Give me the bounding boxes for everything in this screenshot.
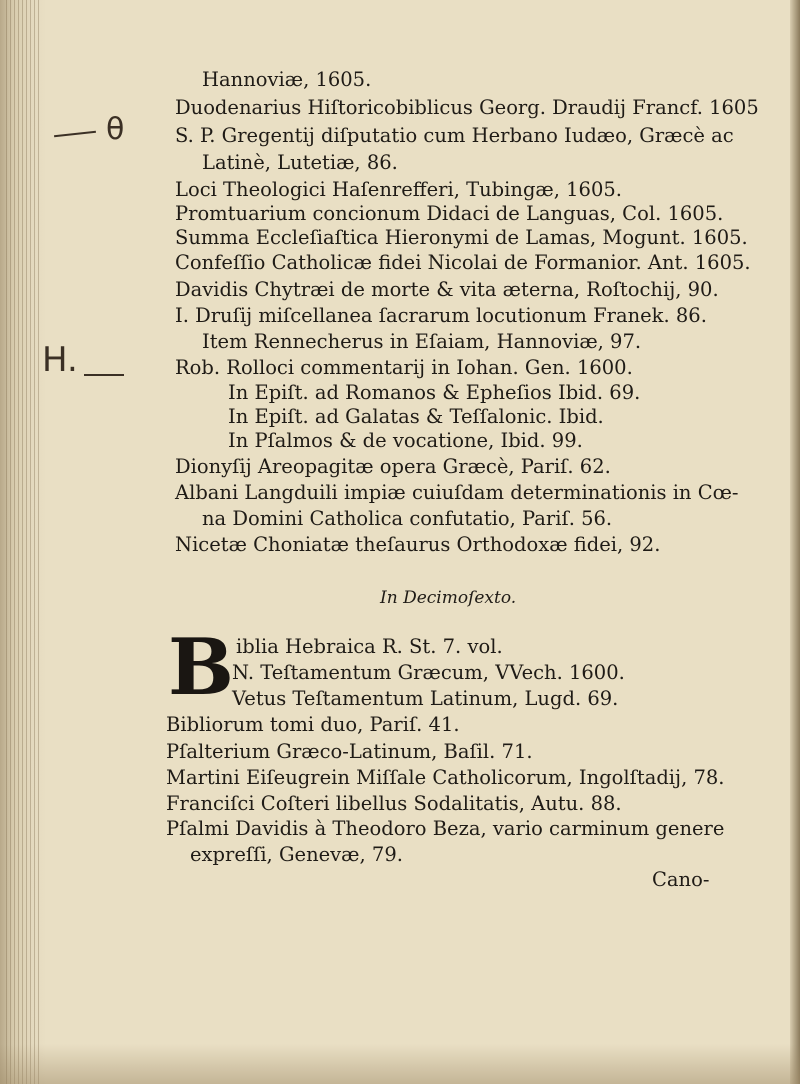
entry-line: Franciſci Coſteri libellus Sodalitatis, Autu. 88. [166, 792, 622, 815]
entry-line: Bibliorum tomi duo, Pariſ. 41. [166, 713, 460, 736]
entry-line: In Pſalmos & de vocatione, Ibid. 99. [228, 429, 583, 452]
margin-dash-1 [54, 131, 96, 137]
entry-line: expreſſi, Genevæ, 79. [190, 843, 403, 866]
entry-line: iblia Hebraica R. St. 7. vol. [236, 635, 503, 658]
entry-line: Martini Eiſeugrein Miſſale Catholicorum, Ingolſtadij, 78. [166, 766, 725, 789]
entry-line: In Epiſt. ad Galatas & Teſſalonic. Ibid. [228, 405, 604, 428]
entry-line: Summa Eccleſiaſtica Hieronymi de Lamas, Mogunt. 1605. [175, 226, 748, 249]
entry-line: Latinè, Lutetiæ, 86. [202, 151, 398, 174]
margin-note-theta: θ [106, 112, 125, 147]
entry-line: Item Rennecherus in Eſaiam, Hannoviæ, 97. [202, 330, 642, 353]
catchword: Cano- [652, 868, 710, 891]
entry-line: Promtuarium concionum Didaci de Languas, Col. 1605. [175, 202, 724, 225]
entry-line: Loci Theologici Haſenrefferi, Tubingæ, 1605. [175, 178, 622, 201]
entry-line: Pſalterium Græco-Latinum, Baſil. 71. [166, 740, 533, 763]
margin-note-h: H. [42, 340, 78, 380]
entry-line: Duodenarius Hiſtoricobiblicus Georg. Draudij Francf. 1605 [175, 96, 759, 119]
section-heading: In Decimoſexto. [380, 588, 517, 608]
entry-line: Confeſſio Catholicæ fidei Nicolai de Formanior. Ant. 1605. [175, 251, 751, 274]
entry-line: Vetus Teſtamentum Latinum, Lugd. 69. [232, 687, 619, 710]
drop-cap: B [168, 622, 234, 713]
entry-line: Rob. Rolloci commentarij in Iohan. Gen. 1600. [175, 356, 633, 379]
entry-line: na Domini Catholica confutatio, Pariſ. 56. [202, 507, 613, 530]
entry-line: Hannoviæ, 1605. [202, 68, 372, 91]
entry-line: In Epiſt. ad Romanos & Epheſios Ibid. 69. [228, 381, 641, 404]
entry-line: N. Teſtamentum Græcum, VVech. 1600. [232, 661, 625, 684]
entry-line: I. Druſij miſcellanea ſacrarum locutionum Franek. 86. [175, 304, 707, 327]
entry-line: Pſalmi Davidis à Theodoro Beza, vario carminum genere [166, 817, 725, 840]
entry-line: Albani Langduili impiæ cuiuſdam determinationis in Cœ- [175, 481, 739, 504]
entry-line: Dionyſij Areopagitæ opera Græcè, Pariſ. 62. [175, 455, 611, 478]
entry-line: Davidis Chytræi de morte & vita æterna, Roſtochij, 90. [175, 278, 719, 301]
margin-dash-2 [84, 374, 124, 376]
entry-line: S. P. Gregentij diſputatio cum Herbano Iudæo, Græcè ac [175, 124, 734, 147]
entry-line: Nicetæ Choniatæ theſaurus Orthodoxæ fidei, 92. [175, 533, 661, 556]
